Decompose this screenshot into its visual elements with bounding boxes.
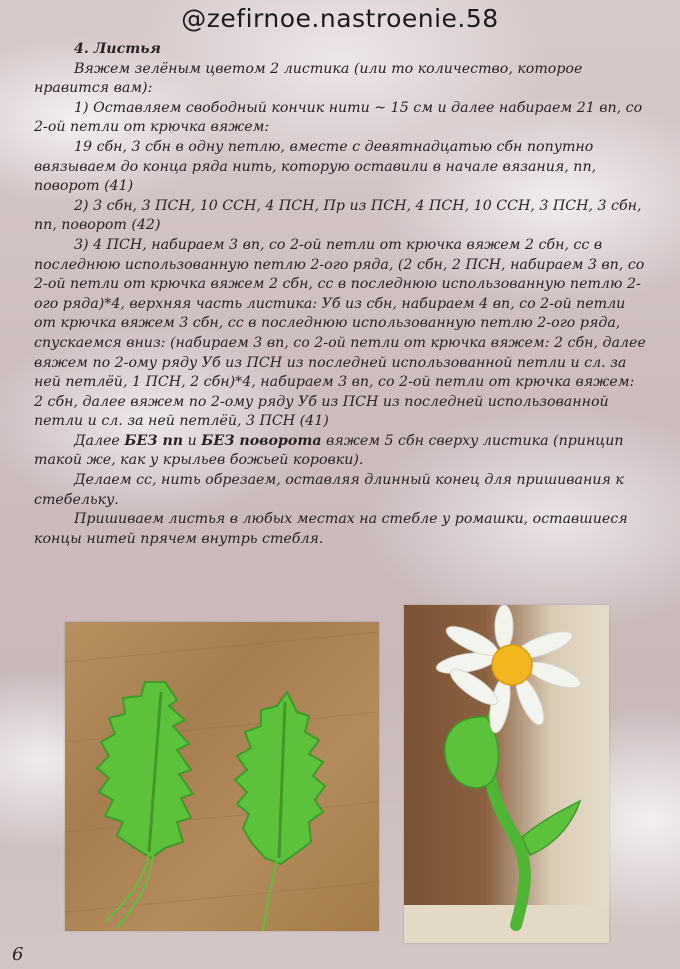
next-bold-no-ch: БЕЗ пп xyxy=(124,432,184,449)
paragraph-row-3: 3) 4 ПСН, набираем 3 вп, со 2-ой петли от крючка вяжем 2 сбн, сс в последнюю использованную петлю 2-ого ряда, (2 сбн, 2 ПСН, набираем 3 вп, со 2-ой петли от крючка вяжем 2 сбн, сс в последнюю использованную петлю 2-ого ряда)*4, верхняя часть листика: Уб из сбн, набираем 4 вп, со 2-ой петли от крючка вяжем 3 сбн, сс в последнюю использованную петлю 2-ого ряда, спускаемся вниз: (набираем 3 вп, со 2-ой петли от крючка вяжем: 2 сбн, далее вяжем по 2-ому ряду Уб из ПСН из последней использованной петли и сл. за ней петлёй, 1 ПСН, 2 сбн)*4, набираем 3 вп, со 2-ой петли от крючка вяжем: 2 сбн, далее вяжем по 2-ому ряду Уб из ПСН из последней использованной петли и сл. за ней петлёй, 3 ПСН (41) xyxy=(34,236,646,430)
section-title: 4. Листья xyxy=(74,41,161,57)
paragraph-row-1: 1) Оставляем свободный кончик нити ~ 15 см и далее набираем 21 вп, со 2-ой петли от крючка вяжем: xyxy=(34,99,643,136)
paragraph-next xyxy=(34,432,646,471)
next-bold-no-turn: БЕЗ поворота xyxy=(201,432,322,449)
paragraph-cut: Делаем сс, нить обрезаем, оставляя длинный конец для пришивания к стебельку. xyxy=(34,472,624,508)
page-header-handle: @zefirnoe.nastroenie.58 xyxy=(181,4,499,33)
photo-crochet-daisy xyxy=(404,605,609,943)
instructions-text xyxy=(34,40,646,549)
next-tail: вяжем 5 сбн сверху листика (принцип такой же, как у крыльев божьей коровки). xyxy=(34,432,624,469)
paragraph-row-2: 2) 3 сбн, 3 ПСН, 10 ССН, 4 ПСН, Пр из ПСН, 4 ПСН, 10 ССН, 3 ПСН, 3 сбн, пп, поворот (42) xyxy=(34,197,642,234)
daisy-leaf-top xyxy=(445,717,498,788)
paragraph-row-1-detail: 19 сбн, 3 сбн в одну петлю, вместе с девятнадцатью сбн попутно ввязываем до конца ряда нить, которую оставили в начале вязания, пп, поворот (41) xyxy=(34,138,597,195)
page-number: 6 xyxy=(12,944,24,965)
paragraph-intro: Вяжем зелёным цветом 2 листика (или то количество, которое нравится вам): xyxy=(34,60,583,97)
photo-crochet-leaves xyxy=(65,622,379,931)
next-mid: и xyxy=(183,432,202,449)
crochet-daisy-illustration xyxy=(404,605,609,943)
leaf-left xyxy=(97,682,193,858)
next-lead: Далее xyxy=(74,432,125,449)
daisy-leaf-bottom xyxy=(522,801,580,855)
leaf-left-tail xyxy=(105,852,153,928)
daisy-center xyxy=(492,645,532,685)
crochet-leaves-illustration xyxy=(65,622,379,931)
leaf-right-tail xyxy=(263,860,277,931)
paragraph-sew: Пришиваем листья в любых местах на стебле у ромашки, оставшиеся концы нитей прячем внутрь стебля. xyxy=(34,511,628,547)
